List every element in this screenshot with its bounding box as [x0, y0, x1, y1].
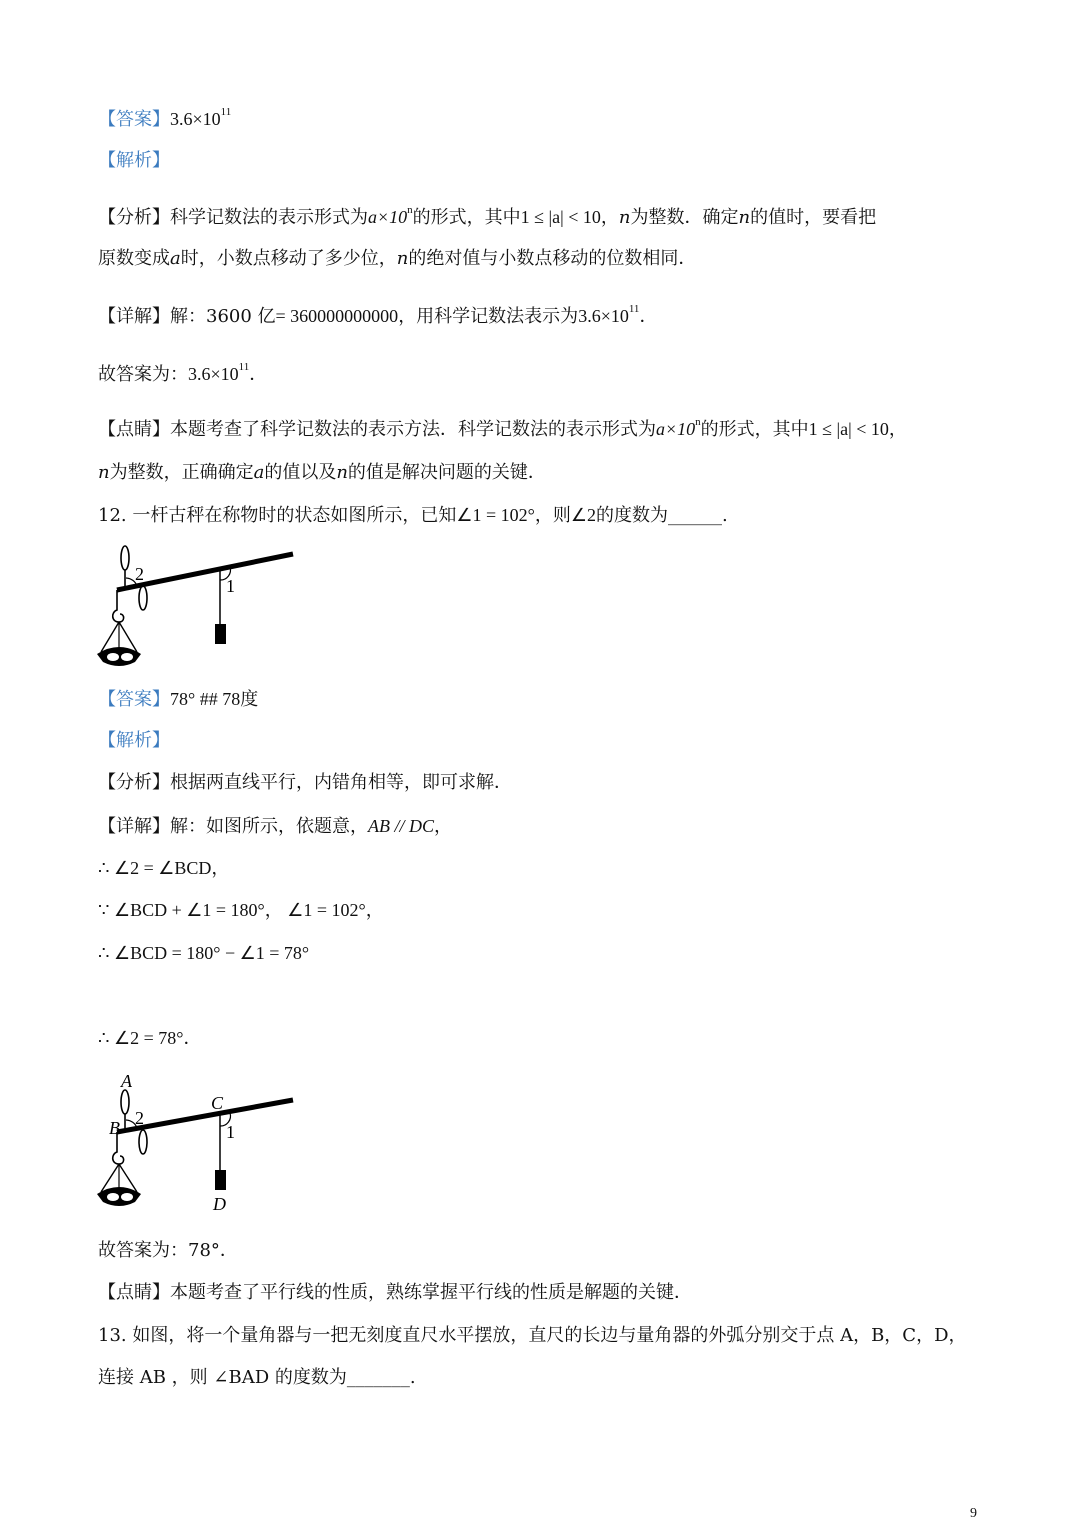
- q12-final: 故答案为：78°．: [98, 1240, 238, 1261]
- fenxi-label: 【分析】: [98, 207, 170, 228]
- q11-detail: [98, 296, 657, 330]
- q12-answer: [98, 686, 258, 713]
- fenxi-text: 根据两直线平行，内错角相等，即可求解．: [170, 772, 512, 793]
- final-exp: 11: [238, 361, 250, 373]
- q12-step1: ∴ ∠2 = ∠BCD，: [98, 858, 230, 878]
- fig2-label-A: A: [121, 1071, 132, 1091]
- q11-dianjing-line1: [98, 409, 907, 443]
- range: 1 ≤ |a| < 10: [520, 207, 601, 227]
- var-n: n: [738, 207, 751, 228]
- q11-dianjing-line2: [98, 460, 546, 486]
- final-end: ．: [249, 364, 268, 385]
- var-a: a: [170, 248, 181, 269]
- q13-line2: 连接 AB ，则 ∠BAD 的度数为_______.: [98, 1367, 416, 1388]
- parallel-expr: AB // DC: [368, 816, 434, 836]
- dianjing-text: ，: [888, 419, 907, 440]
- steelyard-figure: [95, 540, 305, 670]
- final-val: 3.6×10: [188, 364, 239, 384]
- formula-exp: n: [407, 204, 413, 216]
- detail-label: 【详解】: [98, 306, 170, 327]
- var-n: n: [98, 462, 110, 483]
- detail-val: 3.6×10: [578, 306, 629, 326]
- q11-analysis-label: 【解析】: [98, 150, 170, 171]
- question-text: 12. 一杆古秤在称物时的状态如图所示，已知: [98, 505, 457, 526]
- fenxi-text: 的形式，其中: [412, 207, 521, 228]
- answer-exp: 11: [220, 106, 232, 118]
- question-text: 的度数为______.: [596, 505, 728, 526]
- answer-label: 【答案】: [98, 689, 170, 710]
- question-angle: ∠2: [570, 505, 596, 525]
- q12-dianjing: [98, 1280, 692, 1306]
- q12-question: [98, 502, 728, 529]
- detail-end: ，: [434, 816, 452, 837]
- q11-fenxi-line2: [98, 246, 696, 272]
- fenxi-text: 为整数．确定: [630, 207, 739, 228]
- page-number: 9: [970, 1506, 977, 1521]
- question-text: ，则: [534, 505, 571, 526]
- q12-analysis-label: 【解析】: [98, 730, 170, 751]
- dianjing-text: 的值是解决问题的关键．: [347, 462, 546, 483]
- question-angle: ∠1 = 102°: [456, 505, 535, 525]
- q12-step3: ∴ ∠BCD = 180° − ∠1 = 78°: [98, 943, 310, 963]
- fig-label-2: 2: [135, 564, 144, 584]
- q11-answer: [98, 99, 231, 133]
- dianjing-text: 的值以及: [264, 462, 337, 483]
- dianjing-text: 的形式，其中: [700, 419, 809, 440]
- detail-exp: 11: [628, 303, 640, 315]
- dianjing-label: 【点睛】: [98, 419, 170, 440]
- detail-text: 解：如图所示，依题意，: [170, 816, 368, 837]
- fig2-label-D: D: [213, 1194, 226, 1214]
- q13-line1: 13. 如图，将一个量角器与一把无刻度直尺水平摆放，直尺的长边与量角器的外弧分别交于点 A，B，C，D，: [98, 1325, 967, 1346]
- detail-text: 解：3600 亿: [170, 306, 276, 327]
- var-n: n: [396, 248, 409, 269]
- fig2-label-2: 2: [135, 1108, 144, 1128]
- q12-fenxi: [98, 770, 512, 796]
- fenxi-text: 的值时，要看把: [750, 207, 877, 228]
- dianjing-text: 为整数，正确确定: [109, 462, 254, 483]
- fenxi-text: 科学记数法的表示形式为: [170, 207, 368, 228]
- detail-eq: = 360000000000: [275, 306, 399, 326]
- q12-step4: ∴ ∠2 = 78°．: [98, 1028, 202, 1048]
- formula: a×10: [368, 207, 408, 227]
- fenxi-label: 【分析】: [98, 772, 170, 793]
- fenxi-text: ，: [600, 207, 619, 228]
- fenxi-text: 时，小数点移动了多少位，: [180, 248, 397, 269]
- detail-end: ．: [639, 306, 658, 327]
- dianjing-text: 本题考查了平行线的性质，熟练掌握平行线的性质是解题的关键．: [170, 1282, 692, 1303]
- answer-value: 78° ## 78度: [170, 689, 259, 709]
- var-n: n: [336, 462, 348, 483]
- q12-step2: ∵ ∠BCD + ∠1 = 180°， ∠1 = 102°，: [98, 900, 384, 920]
- fenxi-text: 原数变成: [98, 248, 170, 269]
- dianjing-label: 【点睛】: [98, 1282, 170, 1303]
- dianjing-text: 本题考查了科学记数法的表示方法．科学记数法的表示形式为: [170, 419, 656, 440]
- answer-label: 【答案】: [98, 109, 170, 130]
- q11-fenxi-line1: [98, 197, 876, 231]
- answer-value: 3.6×10: [170, 109, 221, 129]
- steelyard-labeled-figure: [95, 1070, 305, 1220]
- fenxi-text: 的绝对值与小数点移动的位数相同．: [408, 248, 697, 269]
- fig2-label-C: C: [211, 1093, 224, 1113]
- fig-label-1: 1: [226, 576, 235, 596]
- range: 1 ≤ |a| < 10: [808, 419, 889, 439]
- q11-final: [98, 354, 267, 388]
- q12-detail: [98, 813, 452, 840]
- detail-text: ，用科学记数法表示为: [398, 306, 579, 327]
- formula-exp: n: [695, 416, 701, 428]
- var-n: n: [618, 207, 631, 228]
- final-text: 故答案为：: [98, 364, 188, 385]
- fig2-label-1: 1: [226, 1122, 235, 1142]
- detail-label: 【详解】: [98, 816, 170, 837]
- fig2-label-B: B: [109, 1118, 120, 1138]
- formula: a×10: [656, 419, 696, 439]
- var-a: a: [253, 462, 265, 483]
